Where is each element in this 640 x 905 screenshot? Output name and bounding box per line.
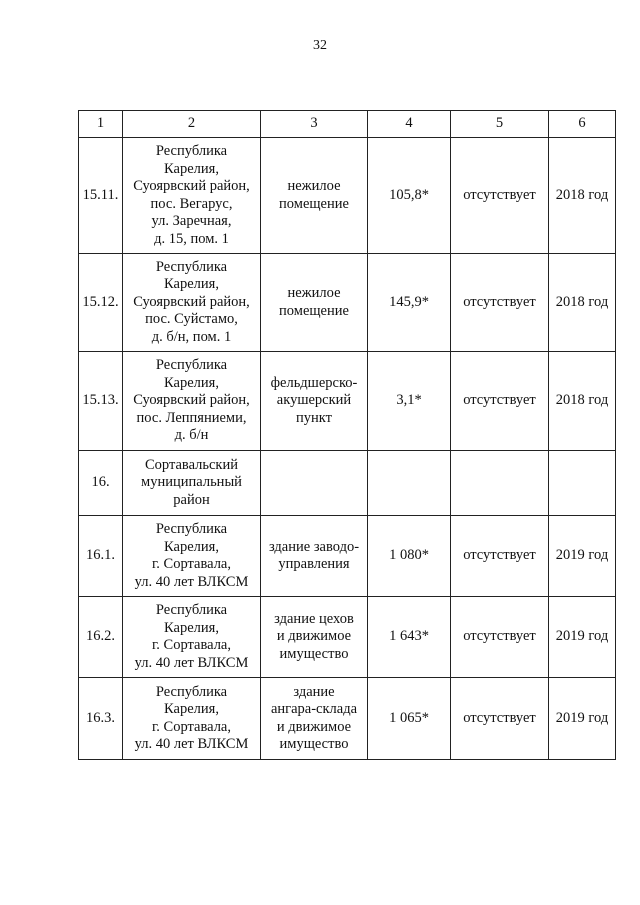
row-object	[261, 451, 368, 516]
column-header-5: 5	[451, 111, 549, 138]
row-year: 2019 год	[549, 516, 616, 597]
row-status: отсутствует	[451, 516, 549, 597]
table-row	[79, 138, 616, 254]
row-number: 16.1.	[79, 516, 123, 597]
column-header-2: 2	[123, 111, 261, 138]
row-status: отсутствует	[451, 597, 549, 678]
row-number: 16.2.	[79, 597, 123, 678]
column-header-3: 3	[261, 111, 368, 138]
row-address: Республика Карелия, г. Сортавала, ул. 40 лет ВЛКСМ	[123, 516, 261, 597]
row-area: 145,9*	[368, 254, 451, 352]
row-object: нежилое помещение	[261, 138, 368, 254]
row-number: 16.	[79, 451, 123, 516]
table-row	[79, 516, 616, 597]
row-status: отсутствует	[451, 138, 549, 254]
row-status: отсутствует	[451, 254, 549, 352]
row-area: 105,8*	[368, 138, 451, 254]
table-row	[79, 597, 616, 678]
row-year: 2018 год	[549, 254, 616, 352]
row-number: 15.11.	[79, 138, 123, 254]
table-row	[79, 352, 616, 451]
row-object: фельдшерско- акушерский пункт	[261, 352, 368, 451]
row-status: отсутствует	[451, 352, 549, 451]
column-header-6: 6	[549, 111, 616, 138]
row-year: 2018 год	[549, 138, 616, 254]
table-header-row	[79, 111, 616, 138]
row-area: 1 065*	[368, 678, 451, 760]
row-number: 15.12.	[79, 254, 123, 352]
row-area: 3,1*	[368, 352, 451, 451]
row-address: Сортавальский муниципальный район	[123, 451, 261, 516]
column-header-1: 1	[79, 111, 123, 138]
table-row	[79, 451, 616, 516]
table-row	[79, 254, 616, 352]
row-address: Республика Карелия, Суоярвский район, пос. Суйстамо, д. б/н, пом. 1	[123, 254, 261, 352]
row-year: 2018 год	[549, 352, 616, 451]
property-table	[78, 110, 616, 760]
row-number: 15.13.	[79, 352, 123, 451]
row-year: 2019 год	[549, 678, 616, 760]
column-header-4: 4	[368, 111, 451, 138]
row-object: здание заводо- управления	[261, 516, 368, 597]
row-address: Республика Карелия, г. Сортавала, ул. 40 лет ВЛКСМ	[123, 597, 261, 678]
row-address: Республика Карелия, г. Сортавала, ул. 40 лет ВЛКСМ	[123, 678, 261, 760]
row-area	[368, 451, 451, 516]
page-number: 32	[313, 38, 327, 53]
row-number: 16.3.	[79, 678, 123, 760]
row-address: Республика Карелия, Суоярвский район, пос. Леппяниеми, д. б/н	[123, 352, 261, 451]
row-status	[451, 451, 549, 516]
row-year	[549, 451, 616, 516]
row-object: здание ангара-склада и движимое имущество	[261, 678, 368, 760]
row-area: 1 643*	[368, 597, 451, 678]
row-status: отсутствует	[451, 678, 549, 760]
row-object: нежилое помещение	[261, 254, 368, 352]
row-area: 1 080*	[368, 516, 451, 597]
row-object: здание цехов и движимое имущество	[261, 597, 368, 678]
row-address: Республика Карелия, Суоярвский район, пос. Вегарус, ул. Заречная, д. 15, пом. 1	[123, 138, 261, 254]
row-year: 2019 год	[549, 597, 616, 678]
table-row	[79, 678, 616, 760]
